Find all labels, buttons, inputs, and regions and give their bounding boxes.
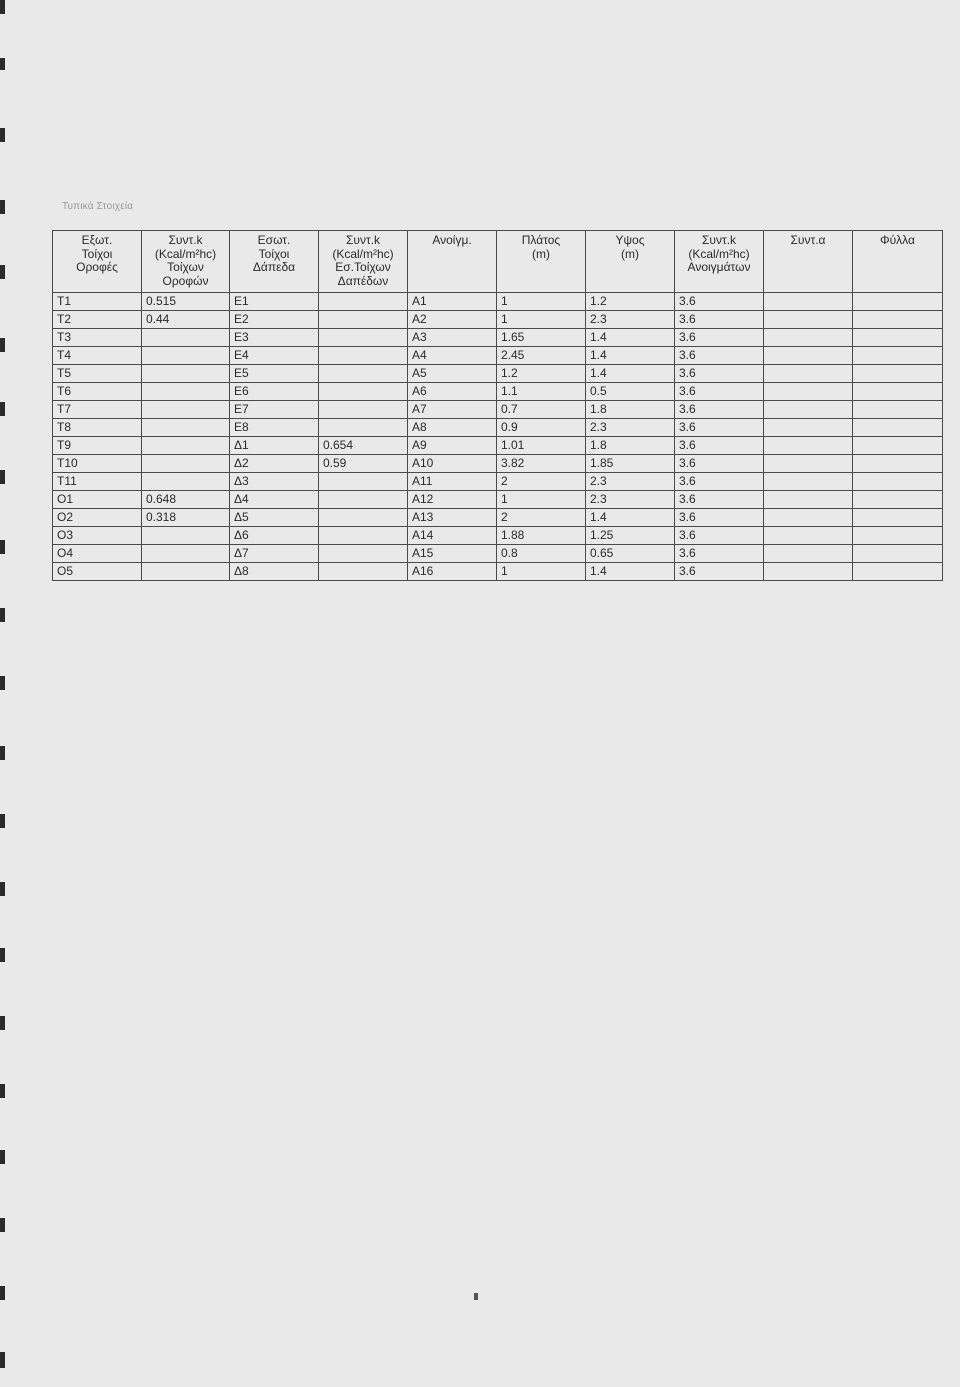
table-cell: 3.6	[675, 419, 764, 437]
table-row	[53, 383, 943, 401]
table-cell: Δ2	[230, 455, 319, 473]
table-cell: A4	[408, 347, 497, 365]
edge-mark	[0, 402, 5, 416]
table-cell	[319, 491, 408, 509]
table-cell: 1	[497, 563, 586, 581]
table-cell: 3.6	[675, 491, 764, 509]
table-cell	[142, 383, 230, 401]
column-header: Συντ.α	[764, 231, 853, 293]
table-cell: 2	[497, 473, 586, 491]
column-header: Ανοίγμ.	[408, 231, 497, 293]
table-cell	[853, 383, 943, 401]
table-cell: 0.5	[586, 383, 675, 401]
table-cell: A9	[408, 437, 497, 455]
table-cell: 0.7	[497, 401, 586, 419]
table-cell	[142, 437, 230, 455]
table-header-row	[53, 231, 943, 293]
column-header: Πλάτος (m)	[497, 231, 586, 293]
column-header: Συντ.k (Kcal/m²hc) Τοίχων Οροφών	[142, 231, 230, 293]
table-cell: E2	[230, 311, 319, 329]
table-cell	[764, 455, 853, 473]
table-cell	[319, 347, 408, 365]
table-cell: 2	[497, 509, 586, 527]
table-cell: Δ7	[230, 545, 319, 563]
thermal-data-table	[52, 230, 943, 581]
table-cell: 0.515	[142, 293, 230, 311]
table-cell: 1.2	[497, 365, 586, 383]
table-cell: 1	[497, 293, 586, 311]
table-cell: A10	[408, 455, 497, 473]
table-cell: 2.3	[586, 473, 675, 491]
table-cell	[142, 545, 230, 563]
table-cell	[319, 401, 408, 419]
table-row	[53, 545, 943, 563]
table-body	[53, 293, 943, 581]
table-cell: 3.6	[675, 347, 764, 365]
table-cell	[764, 347, 853, 365]
table-cell: A5	[408, 365, 497, 383]
table-cell	[319, 473, 408, 491]
table-cell: 3.6	[675, 401, 764, 419]
table-cell	[319, 329, 408, 347]
table-cell: E5	[230, 365, 319, 383]
table-row	[53, 293, 943, 311]
table-cell	[853, 545, 943, 563]
table-cell: O4	[53, 545, 142, 563]
table-cell	[142, 365, 230, 383]
table-cell	[319, 563, 408, 581]
table-cell: Δ6	[230, 527, 319, 545]
table-cell	[764, 329, 853, 347]
table-cell: O3	[53, 527, 142, 545]
table-cell	[764, 509, 853, 527]
table-row	[53, 563, 943, 581]
table-cell: 0.648	[142, 491, 230, 509]
table-cell: 0.9	[497, 419, 586, 437]
table-cell: T7	[53, 401, 142, 419]
table-cell: 3.6	[675, 545, 764, 563]
table-cell	[764, 383, 853, 401]
table-cell: Δ1	[230, 437, 319, 455]
table-cell: 1	[497, 311, 586, 329]
edge-mark	[0, 540, 5, 554]
table-cell: A16	[408, 563, 497, 581]
table-cell	[764, 293, 853, 311]
table-cell	[764, 527, 853, 545]
table-cell	[853, 365, 943, 383]
table-cell	[764, 545, 853, 563]
edge-mark	[0, 470, 5, 484]
table-cell	[764, 563, 853, 581]
edge-mark	[0, 1150, 5, 1164]
table-cell: O5	[53, 563, 142, 581]
table-cell: A14	[408, 527, 497, 545]
table-cell: E3	[230, 329, 319, 347]
table-cell: 3.6	[675, 365, 764, 383]
edge-mark	[0, 676, 5, 690]
section-title: Τυπικά Στοιχεία	[62, 201, 134, 212]
table-cell: A3	[408, 329, 497, 347]
table-cell: 0.44	[142, 311, 230, 329]
table-cell	[142, 527, 230, 545]
table-cell	[853, 419, 943, 437]
table-cell	[764, 491, 853, 509]
table-cell	[142, 419, 230, 437]
table-cell: E1	[230, 293, 319, 311]
table-cell: T6	[53, 383, 142, 401]
table-cell: Δ8	[230, 563, 319, 581]
table-cell: O2	[53, 509, 142, 527]
table-cell	[319, 383, 408, 401]
table-cell	[142, 455, 230, 473]
table-cell: 2.45	[497, 347, 586, 365]
column-header: Εσωτ. Τοίχοι Δάπεδα	[230, 231, 319, 293]
table-cell: 1.1	[497, 383, 586, 401]
column-header: Φύλλα	[853, 231, 943, 293]
table-cell	[853, 563, 943, 581]
table-cell	[764, 437, 853, 455]
table-cell	[142, 563, 230, 581]
table-cell: 0.654	[319, 437, 408, 455]
column-header: Συντ.k (Kcal/m²hc) Ανοιγμάτων	[675, 231, 764, 293]
table-cell: 1.4	[586, 347, 675, 365]
table-cell: 1.4	[586, 563, 675, 581]
column-header: Εξωτ. Τοίχοι Οροφές	[53, 231, 142, 293]
table-row	[53, 527, 943, 545]
edge-mark	[0, 1218, 5, 1232]
table-cell: T10	[53, 455, 142, 473]
table-cell: 3.6	[675, 437, 764, 455]
table-cell	[853, 329, 943, 347]
table-cell	[853, 437, 943, 455]
table-cell	[764, 311, 853, 329]
table-cell: T9	[53, 437, 142, 455]
table-cell	[319, 545, 408, 563]
table-cell	[853, 455, 943, 473]
table-cell	[853, 347, 943, 365]
table-cell: 3.82	[497, 455, 586, 473]
table-cell: A15	[408, 545, 497, 563]
table-cell	[853, 293, 943, 311]
edge-mark	[0, 265, 5, 279]
table-row	[53, 473, 943, 491]
edge-mark	[0, 0, 5, 14]
table-cell: 2.3	[586, 491, 675, 509]
table-cell: A8	[408, 419, 497, 437]
table-cell: T5	[53, 365, 142, 383]
table-cell	[764, 401, 853, 419]
table-cell: T8	[53, 419, 142, 437]
table-cell: 1.8	[586, 401, 675, 419]
table-cell: 0.59	[319, 455, 408, 473]
edge-mark	[0, 1016, 5, 1030]
table-row	[53, 311, 943, 329]
table-cell	[142, 473, 230, 491]
table-cell: O1	[53, 491, 142, 509]
edge-mark	[0, 128, 5, 142]
table-cell: 1.88	[497, 527, 586, 545]
table-cell: E4	[230, 347, 319, 365]
edge-mark	[0, 1286, 5, 1300]
table-cell: T4	[53, 347, 142, 365]
table-cell	[142, 347, 230, 365]
edge-mark	[0, 746, 5, 760]
table-row	[53, 491, 943, 509]
table-cell: 0.65	[586, 545, 675, 563]
table-cell	[319, 419, 408, 437]
table-cell: 0.318	[142, 509, 230, 527]
table-cell: Δ4	[230, 491, 319, 509]
edge-mark	[0, 200, 5, 214]
table-cell	[764, 365, 853, 383]
table-cell: 1	[497, 491, 586, 509]
table-cell: 3.6	[675, 563, 764, 581]
table-cell	[764, 473, 853, 491]
table-cell	[319, 293, 408, 311]
table-cell: 2.3	[586, 419, 675, 437]
table-cell: 3.6	[675, 455, 764, 473]
table-cell	[319, 365, 408, 383]
scan-edge-marks	[0, 0, 6, 1387]
table-cell: A13	[408, 509, 497, 527]
table-cell: 1.85	[586, 455, 675, 473]
table-cell: 0.8	[497, 545, 586, 563]
table-row	[53, 509, 943, 527]
table-row	[53, 365, 943, 383]
table-cell: 2.3	[586, 311, 675, 329]
table-cell: T3	[53, 329, 142, 347]
table-cell: 3.6	[675, 509, 764, 527]
table-cell: 1.25	[586, 527, 675, 545]
table-cell	[142, 329, 230, 347]
table-row	[53, 437, 943, 455]
table-row	[53, 401, 943, 419]
table-cell: 1.4	[586, 329, 675, 347]
table-cell: 1.4	[586, 509, 675, 527]
table-row	[53, 455, 943, 473]
table-cell: 3.6	[675, 383, 764, 401]
table-cell: 1.2	[586, 293, 675, 311]
edge-mark	[0, 58, 5, 70]
table-cell: T11	[53, 473, 142, 491]
table-cell	[853, 311, 943, 329]
table-cell: 3.6	[675, 329, 764, 347]
edge-mark	[0, 1084, 5, 1098]
table-cell	[764, 419, 853, 437]
edge-mark	[0, 948, 5, 962]
edge-mark	[0, 814, 5, 828]
column-header: Υψος (m)	[586, 231, 675, 293]
table-cell: A6	[408, 383, 497, 401]
table-cell	[319, 311, 408, 329]
table-cell: E8	[230, 419, 319, 437]
table-cell: Δ5	[230, 509, 319, 527]
table-cell: 3.6	[675, 311, 764, 329]
edge-mark	[0, 608, 5, 622]
table-cell	[319, 509, 408, 527]
table-cell: 1.01	[497, 437, 586, 455]
table-cell	[853, 509, 943, 527]
table-cell: E6	[230, 383, 319, 401]
table-cell: 3.6	[675, 527, 764, 545]
table-cell: A11	[408, 473, 497, 491]
table-cell	[853, 527, 943, 545]
table-cell: 1.8	[586, 437, 675, 455]
column-header: Συντ.k (Kcal/m²hc) Εσ.Τοίχων Δαπέδων	[319, 231, 408, 293]
table-cell: Δ3	[230, 473, 319, 491]
page-number-mark	[474, 1293, 478, 1300]
table-cell: A7	[408, 401, 497, 419]
table-cell: 1.65	[497, 329, 586, 347]
table-cell: E7	[230, 401, 319, 419]
table-cell: 1.4	[586, 365, 675, 383]
table-cell: T1	[53, 293, 142, 311]
table-cell	[142, 401, 230, 419]
table-cell	[853, 491, 943, 509]
table-cell: T2	[53, 311, 142, 329]
table-row	[53, 419, 943, 437]
table-cell: A12	[408, 491, 497, 509]
table-row	[53, 329, 943, 347]
table-cell: 3.6	[675, 473, 764, 491]
table-cell: 3.6	[675, 293, 764, 311]
edge-mark	[0, 338, 5, 352]
table-cell	[853, 401, 943, 419]
table-cell	[319, 527, 408, 545]
table-cell: A2	[408, 311, 497, 329]
table-cell	[853, 473, 943, 491]
table-row	[53, 347, 943, 365]
edge-mark	[0, 882, 5, 896]
table-cell: A1	[408, 293, 497, 311]
edge-mark	[0, 1352, 5, 1368]
